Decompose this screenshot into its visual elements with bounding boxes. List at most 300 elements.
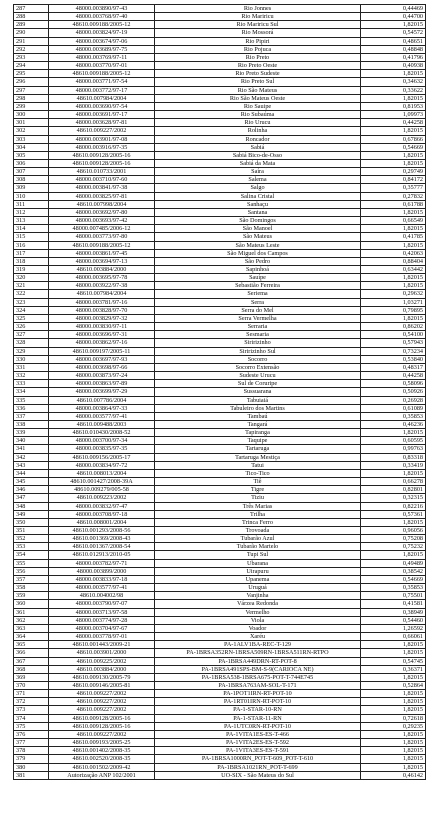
field-name-cell: PA-1-STAR-10-RN <box>155 706 361 714</box>
field-name-cell: São Pedro <box>155 257 361 265</box>
field-name-cell: Vanjinha <box>155 592 361 600</box>
row-number-cell: 288 <box>14 13 49 21</box>
row-number-cell: 350 <box>14 518 49 526</box>
process-number-cell: 48610.009188/2005-12 <box>49 241 155 249</box>
table-row <box>14 143 426 151</box>
row-number-cell: 293 <box>14 53 49 61</box>
value-cell: 0,54460 <box>361 616 426 624</box>
field-name-cell: Rio Sauipe <box>155 102 361 110</box>
table-row <box>14 306 426 314</box>
row-number-cell: 311 <box>14 200 49 208</box>
field-name-cell: Siririzinho Sul <box>155 347 361 355</box>
process-number-cell: 48000.003710/97-60 <box>49 176 155 184</box>
process-number-cell: 48610.001427/2008-39A <box>49 478 155 486</box>
table-row <box>14 739 426 747</box>
value-cell: 0,96056 <box>361 527 426 535</box>
value-cell: 0,44700 <box>361 13 426 21</box>
value-cell: 0,72618 <box>361 714 426 722</box>
row-number-cell: 359 <box>14 592 49 600</box>
process-number-cell: 48610.007786/2004 <box>49 396 155 404</box>
value-cell: 0,46142 <box>361 771 426 779</box>
value-cell: 1,82015 <box>361 274 426 282</box>
process-number-cell: 48610.009146/2005-81 <box>49 681 155 689</box>
field-name-cell: Seriema <box>155 290 361 298</box>
field-name-cell: Várzea Redonda <box>155 600 361 608</box>
value-cell: 0,82801 <box>361 486 426 494</box>
field-name-cell: UO-SIX - São Mateus do Sul <box>155 771 361 779</box>
field-name-cell: São Manoel <box>155 225 361 233</box>
row-number-cell: 314 <box>14 225 49 233</box>
field-name-cell: PA-1-STAR-11-RN <box>155 714 361 722</box>
value-cell: 1,82015 <box>361 151 426 159</box>
field-name-cell: Sabiá Bico-de-Osso <box>155 151 361 159</box>
table-row <box>14 70 426 78</box>
value-cell: 0,67866 <box>361 135 426 143</box>
process-number-cell: 48000.003864/97-33 <box>49 404 155 412</box>
table-row <box>14 159 426 167</box>
process-number-cell: 48000.003698/97-66 <box>49 363 155 371</box>
table-row <box>14 29 426 37</box>
value-cell: 1,82015 <box>361 94 426 102</box>
field-name-cell: PA-1BRSA538-1BRSA675-POT-T-744E745 <box>155 673 361 681</box>
table-row <box>14 600 426 608</box>
table-row <box>14 184 426 192</box>
process-number-cell: 48000.003861/97-45 <box>49 249 155 257</box>
value-cell: 0,61089 <box>361 404 426 412</box>
table-row <box>14 461 426 469</box>
field-name-cell: PA-1BRSA449DRN-RT-POT-8 <box>155 657 361 665</box>
table-row <box>14 527 426 535</box>
field-name-cell: Rio Mariricu <box>155 13 361 21</box>
value-cell: 0,53840 <box>361 355 426 363</box>
row-number-cell: 378 <box>14 747 49 755</box>
table-row <box>14 127 426 135</box>
table-row <box>14 404 426 412</box>
process-number-cell: 48610.008001/2004 <box>49 518 155 526</box>
row-number-cell: 291 <box>14 37 49 45</box>
document-page <box>13 4 423 780</box>
field-name-cell: Socorro Extensão <box>155 363 361 371</box>
row-number-cell: 345 <box>14 478 49 486</box>
table-row <box>14 437 426 445</box>
value-cell: 0,58096 <box>361 380 426 388</box>
table-row <box>14 249 426 257</box>
field-name-cell: Sanhaçu <box>155 200 361 208</box>
process-number-cell: 48610.007998/2004 <box>49 200 155 208</box>
table-row <box>14 657 426 665</box>
field-name-cell: Uirapuru <box>155 567 361 575</box>
field-name-cell: Sapinhoá <box>155 266 361 274</box>
row-number-cell: 381 <box>14 771 49 779</box>
field-name-cell: Tico-Tico <box>155 469 361 477</box>
field-name-cell: Tangará <box>155 420 361 428</box>
value-cell: 0,35777 <box>361 184 426 192</box>
table-row <box>14 331 426 339</box>
row-number-cell: 369 <box>14 673 49 681</box>
value-cell: 1,82015 <box>361 314 426 322</box>
table-row <box>14 298 426 306</box>
table-row <box>14 217 426 225</box>
value-cell: 1,82015 <box>361 241 426 249</box>
row-number-cell: 327 <box>14 331 49 339</box>
process-number-cell: 48000.003833/97-18 <box>49 575 155 583</box>
row-number-cell: 344 <box>14 469 49 477</box>
field-name-cell: Tigre <box>155 486 361 494</box>
table-row <box>14 673 426 681</box>
field-name-cell: Serra do Mel <box>155 306 361 314</box>
table-row <box>14 420 426 428</box>
process-number-cell: 48610.009156/2005-17 <box>49 453 155 461</box>
field-name-cell: Salina Cristal <box>155 192 361 200</box>
process-number-cell: 48000.003841/97-38 <box>49 184 155 192</box>
row-number-cell: 363 <box>14 624 49 632</box>
table-row <box>14 380 426 388</box>
table-row <box>14 494 426 502</box>
field-name-cell: São Mateus Leste <box>155 241 361 249</box>
field-name-cell: PA-1VITA1ES-ES-T-466 <box>155 730 361 738</box>
row-number-cell: 376 <box>14 730 49 738</box>
process-number-cell: 48000.003778/97-01 <box>49 633 155 641</box>
row-number-cell: 312 <box>14 208 49 216</box>
row-number-cell: 366 <box>14 649 49 657</box>
process-number-cell: 48000.003916/97-35 <box>49 143 155 151</box>
table-row <box>14 86 426 94</box>
row-number-cell: 309 <box>14 184 49 192</box>
field-name-cell: Sebastião Ferreira <box>155 282 361 290</box>
process-number-cell: 48000.003835/97-35 <box>49 445 155 453</box>
value-cell: 0,35853 <box>361 412 426 420</box>
row-number-cell: 303 <box>14 135 49 143</box>
row-number-cell: 306 <box>14 159 49 167</box>
field-name-cell: Tupi Sul <box>155 551 361 559</box>
field-name-cell: Tiê <box>155 478 361 486</box>
value-cell: 0,75501 <box>361 592 426 600</box>
value-cell: 0,99763 <box>361 445 426 453</box>
process-number-cell: 48610.001502/2009-42 <box>49 763 155 771</box>
field-name-cell: Tubarão Azul <box>155 535 361 543</box>
process-number-cell: 48000.003713/97-58 <box>49 608 155 616</box>
table-row <box>14 633 426 641</box>
row-number-cell: 373 <box>14 706 49 714</box>
field-name-cell: Rio Pipiri <box>155 37 361 45</box>
table-row <box>14 445 426 453</box>
table-row <box>14 755 426 763</box>
field-name-cell: Socorro <box>155 355 361 363</box>
row-number-cell: 335 <box>14 396 49 404</box>
row-number-cell: 353 <box>14 543 49 551</box>
row-number-cell: 297 <box>14 86 49 94</box>
process-number-cell: 48610.009227/2002 <box>49 698 155 706</box>
table-row <box>14 763 426 771</box>
table-row <box>14 730 426 738</box>
row-number-cell: 315 <box>14 233 49 241</box>
table-row <box>14 690 426 698</box>
process-number-cell: 48610.007984/2004 <box>49 290 155 298</box>
field-name-cell: Rio Preto Sul <box>155 78 361 86</box>
table-row <box>14 518 426 526</box>
table-row <box>14 266 426 274</box>
field-name-cell: Trilha <box>155 510 361 518</box>
field-name-cell: PA-1BRSA1021RN_POT-T-699 <box>155 763 361 771</box>
value-cell: 1,82015 <box>361 429 426 437</box>
process-number-cell: 48610.001402/2008-35 <box>49 747 155 755</box>
table-row <box>14 388 426 396</box>
table-row <box>14 5 426 13</box>
table-row <box>14 502 426 510</box>
field-name-cell: Voador <box>155 624 361 632</box>
table-row <box>14 722 426 730</box>
process-number-cell: 48610.009193/2005-25 <box>49 739 155 747</box>
field-name-cell: São Domingos <box>155 217 361 225</box>
value-cell: 0,32315 <box>361 494 426 502</box>
row-number-cell: 370 <box>14 681 49 689</box>
value-cell: 1,82015 <box>361 469 426 477</box>
process-number-cell: 48000.003790/97-07 <box>49 600 155 608</box>
field-name-cell: Sudeste Urucu <box>155 372 361 380</box>
value-cell: 0,33622 <box>361 86 426 94</box>
value-cell: 1,82015 <box>361 225 426 233</box>
table-row <box>14 747 426 755</box>
value-cell: 0,63442 <box>361 266 426 274</box>
value-cell: 0,52864 <box>361 681 426 689</box>
value-cell: 0,54669 <box>361 575 426 583</box>
value-cell: 1,82015 <box>361 763 426 771</box>
field-name-cell: São Miguel dos Campos <box>155 249 361 257</box>
value-cell: 0,60595 <box>361 437 426 445</box>
process-number-cell: 48000.003832/97-47 <box>49 502 155 510</box>
process-number-cell: 48000.003863/97-89 <box>49 380 155 388</box>
process-number-cell: 48000.003577/97-41 <box>49 584 155 592</box>
field-name-cell: Tartaruga <box>155 445 361 453</box>
row-number-cell: 334 <box>14 388 49 396</box>
row-number-cell: 355 <box>14 559 49 567</box>
process-number-cell: 48000.003834/97-72 <box>49 461 155 469</box>
field-name-cell: Tartaruga Mestiça <box>155 453 361 461</box>
field-name-cell: Tiziu <box>155 494 361 502</box>
table-row <box>14 478 426 486</box>
value-cell: 0,82216 <box>361 502 426 510</box>
row-number-cell: 337 <box>14 412 49 420</box>
process-number-cell: 48610.009223/2002 <box>49 494 155 502</box>
table-row <box>14 641 426 649</box>
process-number-cell: 48000.003696/97-31 <box>49 331 155 339</box>
process-number-cell: 48000.003899/2000 <box>49 567 155 575</box>
table-row <box>14 412 426 420</box>
process-number-cell: 48610.009227/2002 <box>49 690 155 698</box>
row-number-cell: 325 <box>14 314 49 322</box>
process-number-cell: 48610.012913/2010-05 <box>49 551 155 559</box>
row-number-cell: 318 <box>14 257 49 265</box>
process-number-cell: 48610.003884/2000 <box>49 665 155 673</box>
process-number-cell: 48000.003781/97-16 <box>49 298 155 306</box>
field-name-cell: Saíra <box>155 168 361 176</box>
row-number-cell: 365 <box>14 641 49 649</box>
process-number-cell: 48000.003825/97-81 <box>49 192 155 200</box>
table-row <box>14 233 426 241</box>
value-cell: 0,75232 <box>361 543 426 551</box>
table-row <box>14 200 426 208</box>
field-name-cell: Rio Jonnes <box>155 5 361 13</box>
table-row <box>14 13 426 21</box>
field-name-cell: Rio Pojuca <box>155 45 361 53</box>
value-cell: 1,82015 <box>361 551 426 559</box>
table-row <box>14 176 426 184</box>
value-cell: 0,41796 <box>361 53 426 61</box>
process-number-cell: 48000.003828/97-70 <box>49 306 155 314</box>
field-name-cell: Tabuiaiá <box>155 396 361 404</box>
table-row <box>14 665 426 673</box>
value-cell: 0,33419 <box>361 461 426 469</box>
value-cell: 0,44258 <box>361 372 426 380</box>
row-number-cell: 367 <box>14 657 49 665</box>
value-cell: 0,27832 <box>361 192 426 200</box>
row-number-cell: 336 <box>14 404 49 412</box>
table-row <box>14 396 426 404</box>
row-number-cell: 352 <box>14 535 49 543</box>
field-name-cell: PA-1BRSA1000RN_POT-T-609_POT-T-610 <box>155 755 361 763</box>
process-number-cell: 48610.001443/2009-21 <box>49 641 155 649</box>
field-name-cell: Salgo <box>155 184 361 192</box>
row-number-cell: 329 <box>14 347 49 355</box>
field-name-cell: Rolinha <box>155 127 361 135</box>
table-row <box>14 208 426 216</box>
process-number-cell: 48000.003704/97-67 <box>49 624 155 632</box>
table-row <box>14 486 426 494</box>
row-number-cell: 302 <box>14 127 49 135</box>
field-name-cell: Sabiá <box>155 143 361 151</box>
value-cell: 0,42063 <box>361 249 426 257</box>
table-row <box>14 314 426 322</box>
row-number-cell: 356 <box>14 567 49 575</box>
value-cell: 0,79895 <box>361 306 426 314</box>
row-number-cell: 340 <box>14 437 49 445</box>
process-number-cell: 48000.003628/97-81 <box>49 119 155 127</box>
value-cell: 0,86202 <box>361 323 426 331</box>
row-number-cell: 371 <box>14 690 49 698</box>
field-name-cell: Santana <box>155 208 361 216</box>
process-number-cell: 48610.009188/2005-12 <box>49 21 155 29</box>
table-row <box>14 192 426 200</box>
table-row <box>14 649 426 657</box>
value-cell: 1,82015 <box>361 755 426 763</box>
process-number-cell: 48000.003690/97-54 <box>49 102 155 110</box>
value-cell: 1,82015 <box>361 641 426 649</box>
field-name-cell: Ubarana <box>155 559 361 567</box>
value-cell: 1,82015 <box>361 127 426 135</box>
process-number-cell: 48610.009227/2002 <box>49 706 155 714</box>
process-number-cell: Autorização ANP 102/2001 <box>49 771 155 779</box>
table-row <box>14 698 426 706</box>
process-number-cell: 48000.003782/97-71 <box>49 559 155 567</box>
process-number-cell: 48000.003771/97-54 <box>49 78 155 86</box>
value-cell: 0,57943 <box>361 339 426 347</box>
table-row <box>14 771 426 779</box>
process-number-cell: 48610.001293/2008-56 <box>49 527 155 535</box>
value-cell: 0,66549 <box>361 217 426 225</box>
table-row <box>14 714 426 722</box>
row-number-cell: 316 <box>14 241 49 249</box>
row-number-cell: 307 <box>14 168 49 176</box>
value-cell: 1,82015 <box>361 706 426 714</box>
field-name-cell: Rio Preto Sudeste <box>155 70 361 78</box>
value-cell: 1,82015 <box>361 70 426 78</box>
table-row <box>14 45 426 53</box>
process-number-cell: 48000.003873/97-24 <box>49 372 155 380</box>
value-cell: 0,41785 <box>361 233 426 241</box>
value-cell: 1,82015 <box>361 747 426 755</box>
field-name-cell: PA-1POT1IRN-RT-POT-10 <box>155 690 361 698</box>
table-row <box>14 135 426 143</box>
row-number-cell: 348 <box>14 502 49 510</box>
process-number-cell: 48000.003770/97-01 <box>49 62 155 70</box>
table-row <box>14 257 426 265</box>
process-number-cell: 48610.010733/2001 <box>49 168 155 176</box>
row-number-cell: 338 <box>14 420 49 428</box>
value-cell: 0,83318 <box>361 453 426 461</box>
field-name-cell: PA-1VITA2ES-ES-T-592 <box>155 739 361 747</box>
process-number-cell: 48000.003829/97-32 <box>49 314 155 322</box>
process-number-cell: 48000.003772/97-17 <box>49 86 155 94</box>
row-number-cell: 320 <box>14 274 49 282</box>
field-name-cell: Rio Subaúma <box>155 111 361 119</box>
row-number-cell: 377 <box>14 739 49 747</box>
table-row <box>14 355 426 363</box>
row-number-cell: 313 <box>14 217 49 225</box>
field-name-cell: Tambaú <box>155 412 361 420</box>
field-name-cell: Tatui <box>155 461 361 469</box>
value-cell: 0,57361 <box>361 510 426 518</box>
row-number-cell: 308 <box>14 176 49 184</box>
field-name-cell: Tubarão Martelo <box>155 543 361 551</box>
process-number-cell: 48000.003768/97-40 <box>49 13 155 21</box>
row-number-cell: 354 <box>14 551 49 559</box>
value-cell: 0,40938 <box>361 62 426 70</box>
process-number-cell: 48000.003692/97-80 <box>49 208 155 216</box>
row-number-cell: 351 <box>14 527 49 535</box>
row-number-cell: 321 <box>14 282 49 290</box>
process-number-cell: 48610.002520/2008-35 <box>49 755 155 763</box>
row-number-cell: 372 <box>14 698 49 706</box>
process-number-cell: 48000.003774/97-28 <box>49 616 155 624</box>
process-number-cell: 48610.009227/2002 <box>49 127 155 135</box>
table-row <box>14 453 426 461</box>
table-row <box>14 290 426 298</box>
row-number-cell: 328 <box>14 339 49 347</box>
field-name-cell: Serra Vermelha <box>155 314 361 322</box>
value-cell: 0,54100 <box>361 331 426 339</box>
process-number-cell: 48000.003773/97-80 <box>49 233 155 241</box>
row-number-cell: 349 <box>14 510 49 518</box>
value-cell: 1,82015 <box>361 159 426 167</box>
process-number-cell: 48610.001369/2008-43 <box>49 535 155 543</box>
value-cell: 0,44258 <box>361 119 426 127</box>
process-number-cell: 48610.001367/2008-54 <box>49 543 155 551</box>
row-number-cell: 322 <box>14 290 49 298</box>
value-cell: 0,34632 <box>361 78 426 86</box>
row-number-cell: 295 <box>14 70 49 78</box>
table-row <box>14 37 426 45</box>
value-cell: 1,82015 <box>361 518 426 526</box>
process-number-cell: 48000.007485/2006-12 <box>49 225 155 233</box>
field-name-cell: Serraria <box>155 323 361 331</box>
process-number-cell: 48000.003922/97-38 <box>49 282 155 290</box>
process-number-cell: 48000.003577/97-41 <box>49 412 155 420</box>
table-row <box>14 62 426 70</box>
row-number-cell: 294 <box>14 62 49 70</box>
row-number-cell: 324 <box>14 306 49 314</box>
value-cell: 1,82015 <box>361 698 426 706</box>
value-cell: 0,61788 <box>361 200 426 208</box>
